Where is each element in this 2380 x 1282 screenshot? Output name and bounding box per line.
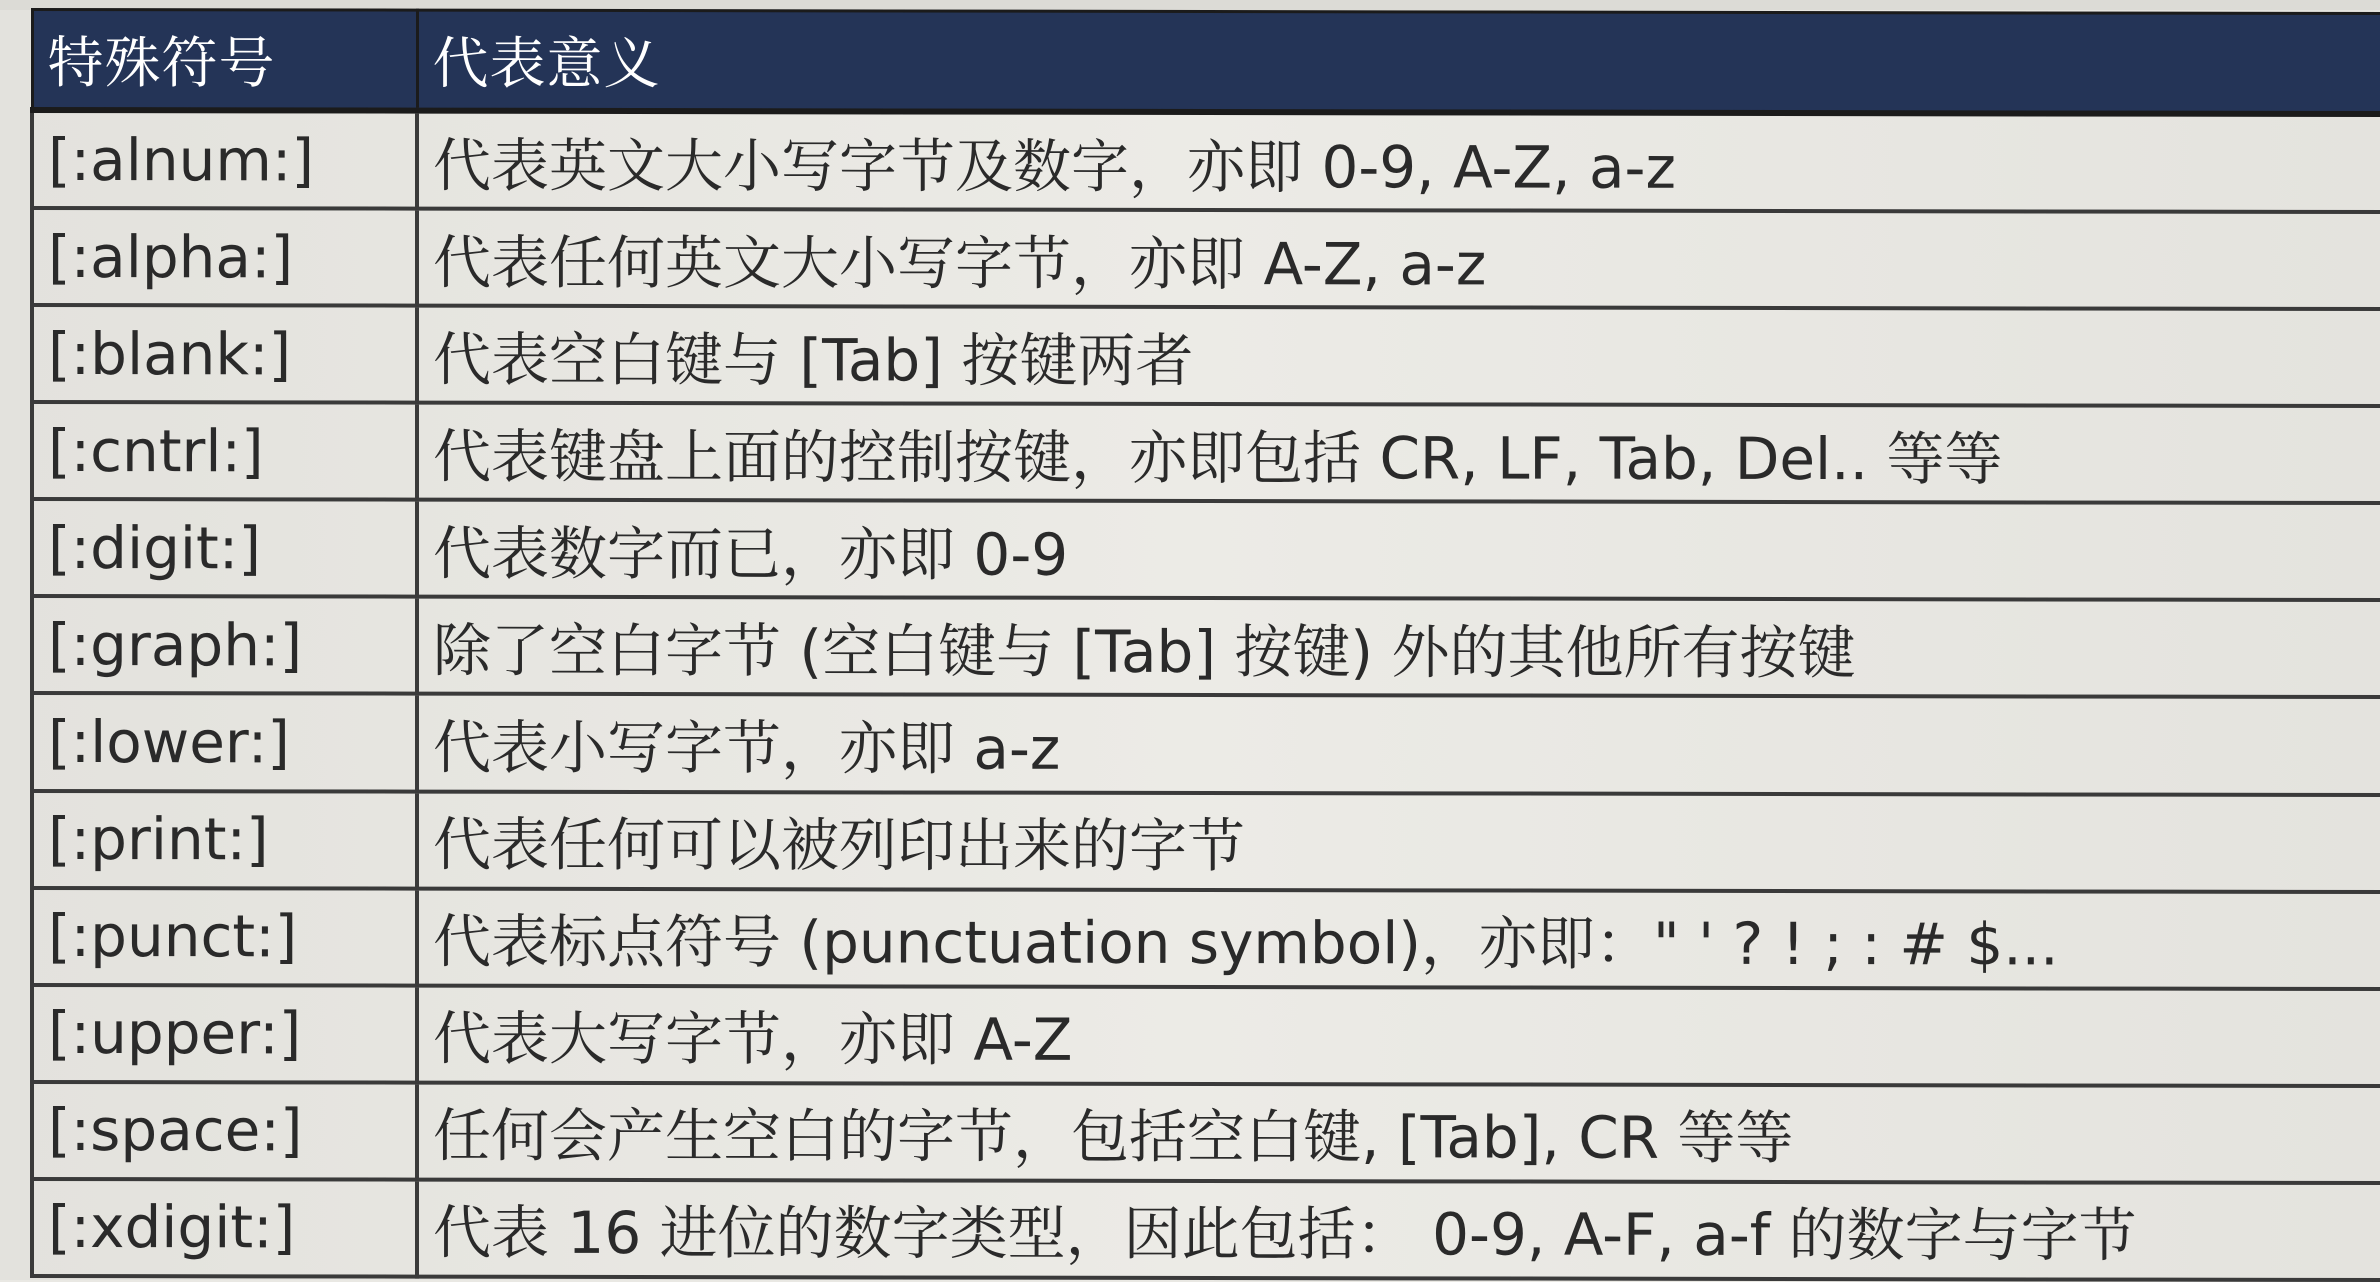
meaning-cell: 代表键盘上面的控制按键，亦即包括 CR, LF, Tab, Del.. 等等 [417, 403, 2380, 504]
symbol-cell: [:lower:] [32, 693, 417, 791]
header-meaning: 代表意义 [417, 10, 2380, 114]
table-row [32, 693, 2380, 794]
table-row [32, 888, 2380, 989]
meaning-cell: 除了空白字节 (空白键与 [Tab] 按键) 外的其他所有按键 [417, 597, 2380, 698]
symbol-cell: [:xdigit:] [32, 1179, 417, 1277]
table-row [32, 791, 2380, 892]
symbol-cell: [:digit:] [32, 499, 417, 597]
symbol-cell: [:cntrl:] [32, 402, 417, 500]
meaning-cell: 代表英文大小写字节及数字，亦即 0-9, A-Z, a-z [417, 111, 2380, 213]
symbol-cell: [:graph:] [32, 596, 417, 694]
symbol-cell: [:punct:] [32, 888, 417, 986]
table-row [32, 985, 2380, 1086]
meaning-cell: 代表大写字节，亦即 A-Z [417, 985, 2380, 1086]
table-row [32, 110, 2380, 212]
meaning-cell: 代表小写字节，亦即 a-z [417, 694, 2380, 795]
meaning-cell: 代表数字而已，亦即 0-9 [417, 500, 2380, 601]
header-special-symbol: 特殊符号 [32, 9, 417, 110]
meaning-cell: 代表任何英文大小写字节，亦即 A-Z, a-z [417, 209, 2380, 310]
symbol-cell: [:upper:] [32, 985, 417, 1083]
table-row [32, 208, 2380, 309]
table-row [32, 1082, 2380, 1183]
meaning-cell: 代表 16 进位的数字类型，因此包括： 0-9, A-F, a-f 的数字与字节 [417, 1179, 2380, 1280]
meaning-cell: 代表空白键与 [Tab] 按键两者 [417, 306, 2380, 407]
table-row [32, 1179, 2380, 1280]
table-row [32, 402, 2380, 503]
symbol-cell: [:print:] [32, 791, 417, 889]
table-header-row [32, 9, 2380, 114]
symbol-cell: [:alpha:] [32, 208, 417, 306]
meaning-cell: 代表任何可以被列印出来的字节 [417, 791, 2380, 892]
symbol-cell: [:space:] [32, 1082, 417, 1180]
special-symbol-table [30, 8, 2380, 1282]
meaning-cell: 任何会产生空白的字节，包括空白键, [Tab], CR 等等 [417, 1082, 2380, 1183]
table-row [32, 305, 2380, 406]
symbol-cell: [:alnum:] [32, 110, 417, 209]
table-row [32, 596, 2380, 697]
meaning-cell: 代表标点符号 (punctuation symbol)，亦即：" ' ? ! ; : # $... [417, 888, 2380, 989]
table-row [32, 499, 2380, 600]
symbol-cell: [:blank:] [32, 305, 417, 403]
